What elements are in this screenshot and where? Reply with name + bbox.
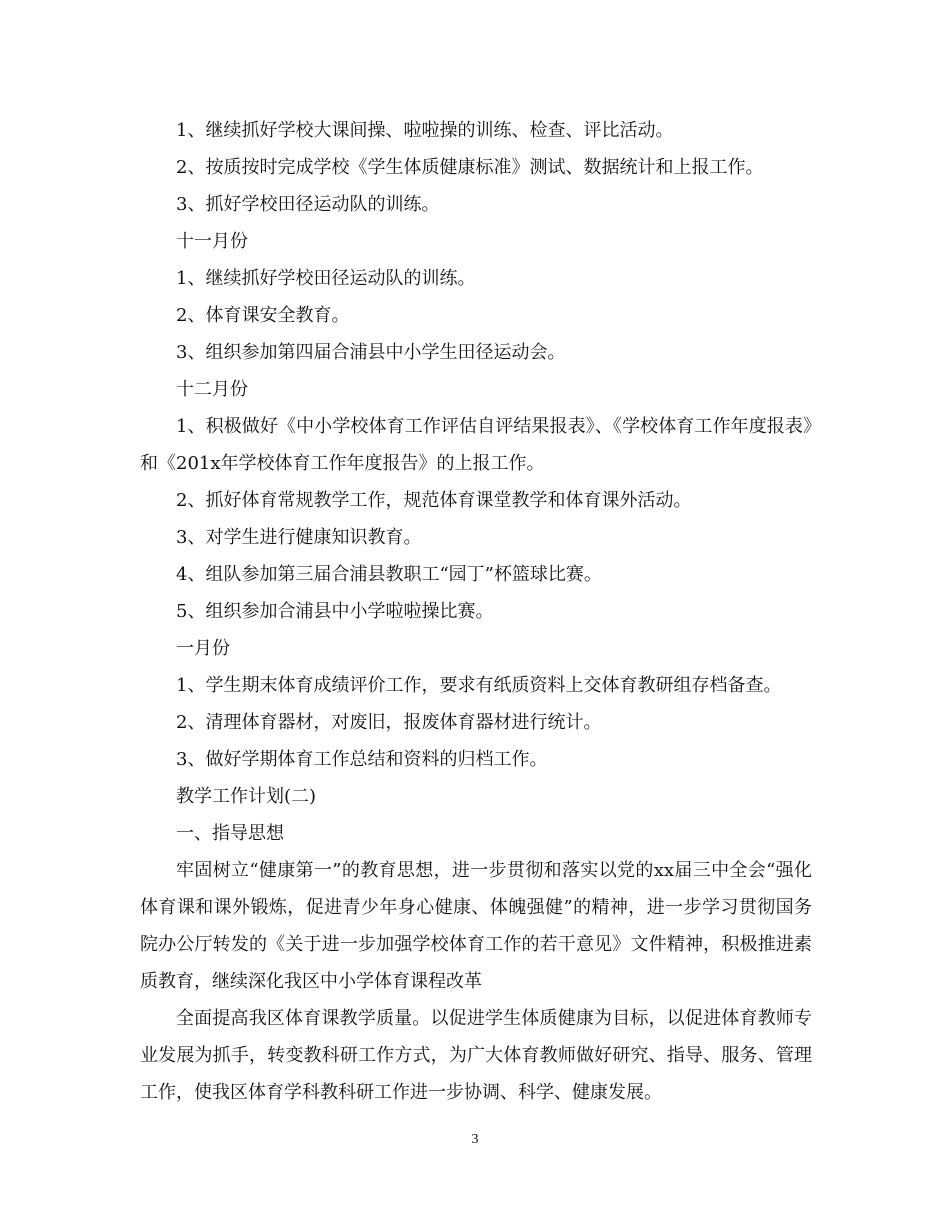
- paragraph: 1、学生期末体育成绩评价工作，要求有纸质资料上交体育教研组存档备查。: [176, 675, 782, 696]
- section-heading: 十一月份: [176, 231, 248, 252]
- document-body: [140, 112, 812, 1111]
- paragraph: 2、抓好体育常规教学工作，规范体育课堂教学和体育课外活动。: [176, 490, 692, 511]
- paragraph: 5、组织参加合浦县中小学啦啦操比赛。: [176, 601, 494, 622]
- paragraph: 3、做好学期体育工作总结和资料的归档工作。: [176, 749, 548, 770]
- paragraph: 1、继续抓好学校大课间操、啦啦操的训练、检查、评比活动。: [176, 120, 674, 141]
- paragraph: 4、组队参加第三届合浦县教职工“园丁”杯篮球比赛。: [176, 564, 602, 585]
- paragraph: 3、组织参加第四届合浦县中小学生田径运动会。: [176, 342, 566, 363]
- paragraph: 3、抓好学校田径运动队的训练。: [176, 194, 440, 215]
- paragraph: 全面提高我区体育课教学质量。以促进学生体质健康为目标，以促进体育教师专业发展为抓手，转变教科研工作方式，为广大体育教师做好研究、指导、服务、管理工作，使我区体育学科教科研工作进一步协调、科学、健康发展。: [140, 1008, 812, 1103]
- paragraph: 1、继续抓好学校田径运动队的训练。: [176, 268, 476, 289]
- page-number: 3: [471, 1132, 479, 1147]
- paragraph: 3、对学生进行健康知识教育。: [176, 527, 422, 548]
- paragraph: 牢固树立“健康第一”的教育思想，进一步贯彻和落实以党的xx届三中全会“强化体育课和课外锻炼，促进青少年身心健康、体魄强健”的精神，进一步学习贯彻国务院办公厅转发的《关于进一步加强学校体育工作的若干意见》文件精神，积极推进素质教育，继续深化我区中小学体育课程改革: [140, 860, 812, 992]
- paragraph: 1、积极做好《中小学校体育工作评估自评结果报表》、《学校体育工作年度报表》和《201x年学校体育工作年度报告》的上报工作。: [140, 416, 812, 474]
- paragraph: 2、按质按时完成学校《学生体质健康标准》测试、数据统计和上报工作。: [176, 157, 764, 178]
- paragraph: 2、清理体育器材，对废旧，报废体育器材进行统计。: [176, 712, 602, 733]
- section-heading: 一月份: [176, 638, 230, 659]
- document-subtitle: 教学工作计划(二): [176, 786, 317, 807]
- paragraph: 2、体育课安全教育。: [176, 305, 350, 326]
- section-heading: 一、指导思想: [176, 823, 284, 844]
- section-heading: 十二月份: [176, 379, 248, 400]
